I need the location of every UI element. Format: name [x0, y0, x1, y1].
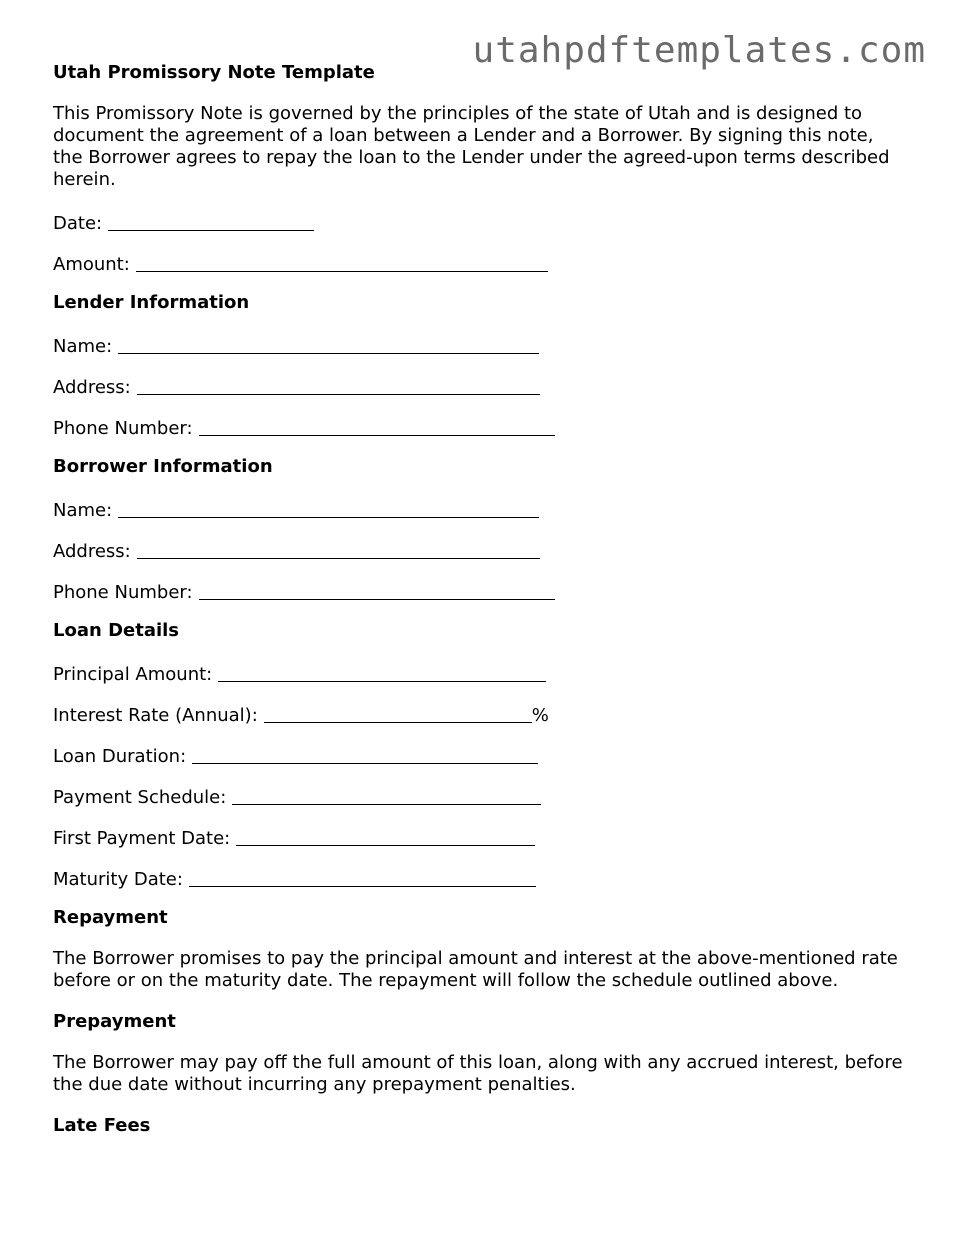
borrower-name-field [53, 497, 903, 519]
maturity-date-label: Maturity Date: [53, 869, 183, 890]
first-payment-date-label: First Payment Date: [53, 828, 231, 849]
lender-name-blank[interactable] [118, 335, 539, 354]
lender-heading: Lender Information [53, 292, 250, 313]
site-watermark: utahpdftemplates.com [472, 30, 926, 71]
lender-phone-blank[interactable] [199, 417, 555, 436]
payment-schedule-field [53, 784, 903, 806]
first-payment-date-blank[interactable] [236, 827, 535, 846]
interest-rate-label: Interest Rate (Annual): [53, 705, 258, 726]
loan-duration-blank[interactable] [192, 745, 538, 764]
intro-paragraph: This Promissory Note is governed by the principles of the state of Utah and is designed to document the agreement of a loan between a Lender and a Borrower. By signing this note, the Borrower agrees to repay the loan to the Lender under the agreed-upon terms described herein. [53, 103, 890, 190]
lender-address-label: Address: [53, 377, 131, 398]
document-title: Utah Promissory Note Template [53, 62, 375, 83]
date-field [53, 210, 903, 232]
borrower-address-field [53, 538, 903, 560]
borrower-name-blank[interactable] [118, 499, 539, 518]
borrower-phone-blank[interactable] [199, 581, 555, 600]
prepayment-heading: Prepayment [53, 1011, 176, 1032]
date-blank[interactable] [108, 212, 314, 231]
lender-address-blank[interactable] [137, 376, 540, 395]
amount-field [53, 251, 903, 273]
interest-rate-field [53, 702, 903, 724]
interest-rate-blank[interactable] [264, 704, 532, 723]
lender-address-field [53, 374, 903, 396]
date-label: Date: [53, 213, 103, 234]
document-page [53, 62, 903, 1156]
loan-duration-label: Loan Duration: [53, 746, 187, 767]
payment-schedule-label: Payment Schedule: [53, 787, 227, 808]
borrower-name-label: Name: [53, 500, 113, 521]
borrower-phone-field [53, 579, 903, 601]
borrower-address-blank[interactable] [137, 540, 540, 559]
repayment-heading: Repayment [53, 907, 168, 928]
maturity-date-field [53, 866, 903, 888]
lender-phone-field [53, 415, 903, 437]
late-fees-heading: Late Fees [53, 1115, 151, 1136]
payment-schedule-blank[interactable] [232, 786, 541, 805]
loan-details-heading: Loan Details [53, 620, 180, 641]
borrower-heading: Borrower Information [53, 456, 273, 477]
lender-phone-label: Phone Number: [53, 418, 193, 439]
principal-amount-field [53, 661, 903, 683]
borrower-phone-label: Phone Number: [53, 582, 193, 603]
principal-amount-blank[interactable] [218, 663, 546, 682]
maturity-date-blank[interactable] [189, 868, 536, 887]
principal-amount-label: Principal Amount: [53, 664, 213, 685]
amount-label: Amount: [53, 254, 130, 275]
percent-sign: % [531, 705, 549, 726]
first-payment-date-field [53, 825, 903, 847]
lender-name-label: Name: [53, 336, 113, 357]
repayment-paragraph: The Borrower promises to pay the principal amount and interest at the above-mentioned rate before or on the maturity date. The repayment will follow the schedule outlined above. [53, 948, 898, 991]
prepayment-paragraph: The Borrower may pay off the full amount of this loan, along with any accrued interest, before the due date without incurring any prepayment penalties. [53, 1052, 903, 1095]
loan-duration-field [53, 743, 903, 765]
borrower-address-label: Address: [53, 541, 131, 562]
amount-blank[interactable] [136, 253, 548, 272]
lender-name-field [53, 333, 903, 355]
